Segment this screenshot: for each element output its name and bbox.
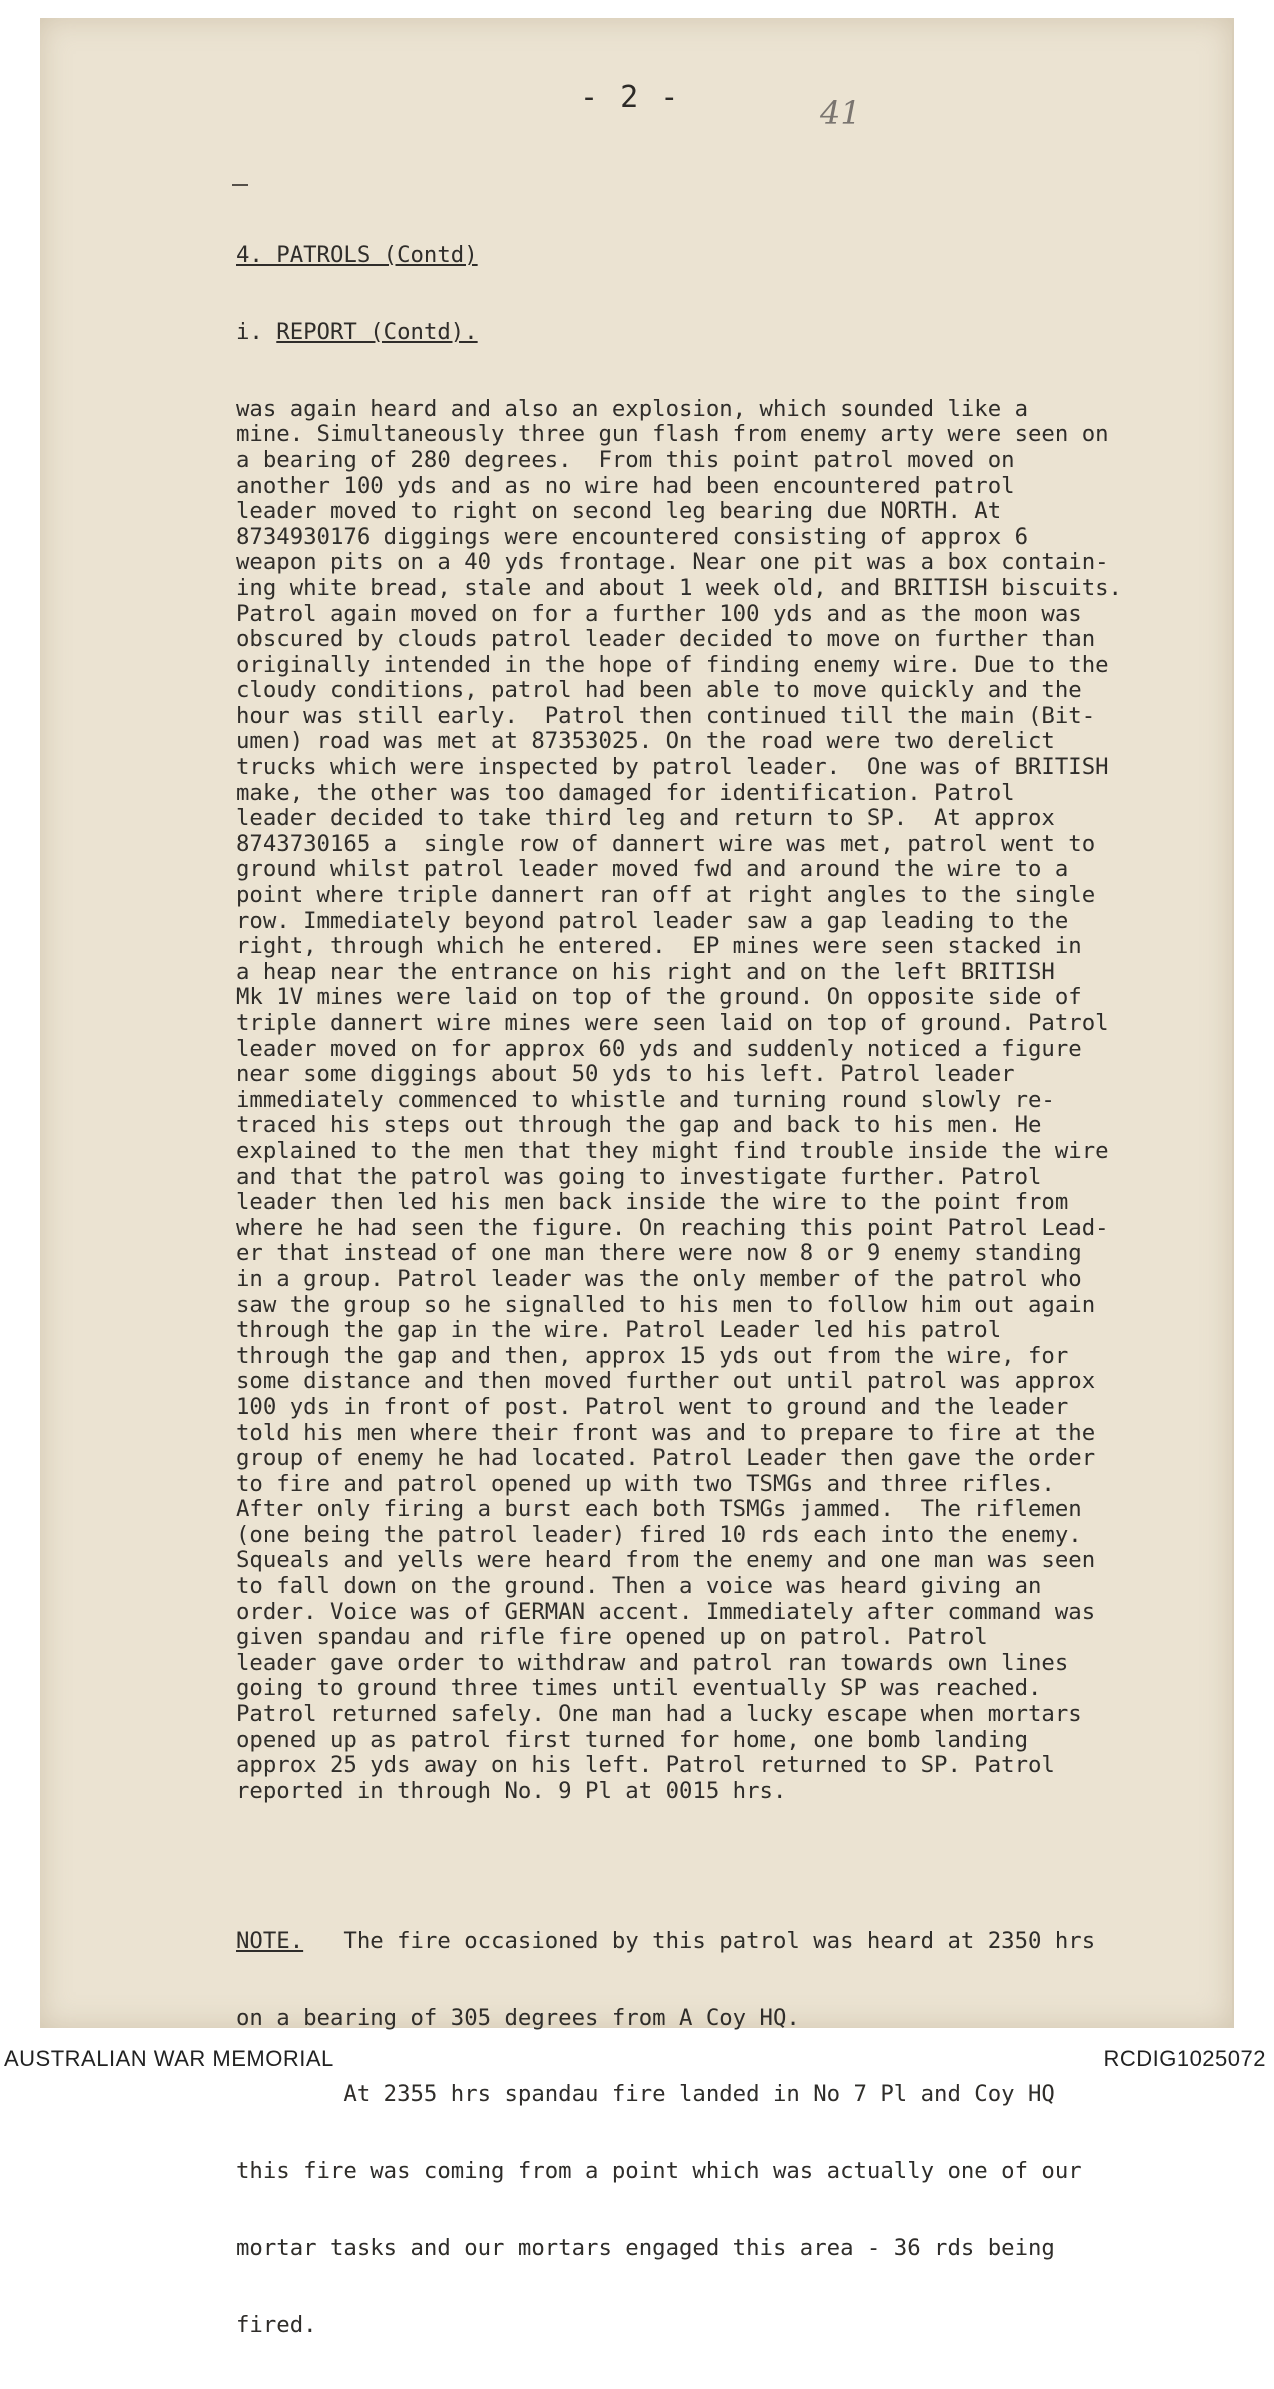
note-line: fired. [236, 2311, 317, 2338]
report-line: immediately commenced to whistle and turning round slowly re- [236, 1086, 1055, 1113]
report-line: leader moved to right on second leg bearing due NORTH. At [236, 498, 1002, 525]
report-line: another 100 yds and as no wire had been encountered patrol [236, 472, 1015, 499]
report-line: a bearing of 280 degrees. From this point patrol moved on [236, 446, 1015, 473]
report-line: leader decided to take third leg and return to SP. At approx [236, 805, 1055, 832]
report-line: some distance and then moved further out until patrol was approx [236, 1368, 1096, 1395]
report-line: Patrol again moved on for a further 100 yds and as the moon was [236, 600, 1082, 627]
report-line: leader gave order to withdraw and patrol ran towards own lines [236, 1649, 1069, 1676]
note-first-line: NOTE. The fire occasioned by this patrol was heard at 2350 hrs [236, 1927, 1096, 1954]
report-line: umen) road was met at 87353025. On the road were two derelict [236, 728, 1055, 755]
page-number: - 2 - [580, 80, 681, 115]
report-line: to fire and patrol opened up with two TSMGs and three rifles. [236, 1470, 1055, 1497]
report-line: obscured by clouds patrol leader decided to move on further than [236, 626, 1096, 653]
report-line: ground whilst patrol leader moved fwd and around the wire to a [236, 856, 1069, 883]
report-body [236, 397, 1256, 1805]
report-line: where he had seen the figure. On reaching this point Patrol Lead- [236, 1214, 1109, 1241]
report-line: point where triple dannert ran off at right angles to the single [236, 882, 1096, 909]
note-line: on a bearing of 305 degrees from A Coy HQ. [236, 2004, 800, 2031]
report-line: through the gap in the wire. Patrol Leader led his patrol [236, 1317, 1002, 1344]
report-line: leader moved on for approx 60 yds and suddenly noticed a figure [236, 1035, 1082, 1062]
footer-record-id: RCDIG1025072 [1103, 2046, 1266, 2071]
note-line: At 2355 hrs spandau fire landed in No 7 Pl and Coy HQ [236, 2081, 1055, 2108]
paragraph-gap [236, 1856, 1256, 1878]
report-line: near some diggings about 50 yds to his left. Patrol leader [236, 1061, 1015, 1088]
report-line: make, the other was too damaged for identification. Patrol [236, 779, 1015, 806]
folio-handwritten-mark: 41 [820, 94, 861, 132]
report-line: was again heard and also an explosion, which sounded like a [236, 395, 1029, 422]
report-line: cloudy conditions, patrol had been able to move quickly and the [236, 677, 1082, 704]
report-line: opened up as patrol first turned for home, one bomb landing [236, 1726, 1029, 1753]
report-line: 100 yds in front of post. Patrol went to ground and the leader [236, 1393, 1069, 1420]
note-line: mortar tasks and our mortars engaged this area - 36 rds being [236, 2234, 1055, 2261]
footer-institution: AUSTRALIAN WAR MEMORIAL [4, 2046, 334, 2071]
report-line: and that the patrol was going to investigate further. Patrol [236, 1163, 1042, 1190]
report-line: 8743730165 a single row of dannert wire was met, patrol went to [236, 830, 1096, 857]
report-line: (one being the patrol leader) fired 10 rds each into the enemy. [236, 1521, 1082, 1548]
report-line: originally intended in the hope of finding enemy wire. Due to the [236, 651, 1109, 678]
section-heading: 4. PATROLS (Contd) [236, 242, 478, 269]
report-line: saw the group so he signalled to his men to follow him out again [236, 1291, 1096, 1318]
report-line: row. Immediately beyond patrol leader saw a gap leading to the [236, 907, 1069, 934]
report-line: right, through which he entered. EP mines were seen stacked in [236, 933, 1082, 960]
subsection-heading: i. REPORT (Contd). [236, 318, 478, 345]
report-line: reported in through No. 9 Pl at 0015 hrs. [236, 1777, 787, 1804]
report-line: 8734930176 diggings were encountered consisting of approx 6 [236, 523, 1029, 550]
report-line: traced his steps out through the gap and back to his men. He [236, 1112, 1042, 1139]
report-line: going to ground three times until eventually SP was reached. [236, 1675, 1042, 1702]
report-line: Patrol returned safely. One man had a lucky escape when mortars [236, 1701, 1082, 1728]
report-line: Squeals and yells were heard from the enemy and one man was seen [236, 1547, 1096, 1574]
note-label: NOTE. [236, 1927, 304, 1954]
note-line: this fire was coming from a point which was actually one of our [236, 2158, 1082, 2185]
report-line: to fall down on the ground. Then a voice was heard giving an [236, 1573, 1042, 1600]
report-line: Mk 1V mines were laid on top of the ground. On opposite side of [236, 984, 1082, 1011]
report-line: through the gap and then, approx 15 yds out from the wire, for [236, 1342, 1069, 1369]
report-line: weapon pits on a 40 yds frontage. Near one pit was a box contain- [236, 549, 1109, 576]
report-line: explained to the men that they might find trouble inside the wire [236, 1137, 1109, 1164]
report-line: mine. Simultaneously three gun flash from enemy arty were seen on [236, 421, 1109, 448]
report-line: order. Voice was of GERMAN accent. Immediately after command was [236, 1598, 1096, 1625]
report-line: given spandau and rifle fire opened up on patrol. Patrol [236, 1624, 988, 1651]
report-line: approx 25 yds away on his left. Patrol returned to SP. Patrol [236, 1752, 1055, 1779]
report-line: group of enemy he had located. Patrol Leader then gave the order [236, 1445, 1096, 1472]
report-line: triple dannert wire mines were seen laid on top of ground. Patrol [236, 1010, 1109, 1036]
report-line: After only firing a burst each both TSMGs jammed. The riflemen [236, 1496, 1082, 1523]
margin-dash [232, 184, 248, 186]
report-line: in a group. Patrol leader was the only member of the patrol who [236, 1265, 1082, 1292]
report-line: leader then led his men back inside the wire to the point from [236, 1189, 1069, 1216]
report-line: a heap near the entrance on his right and on the left BRITISH [236, 958, 1055, 985]
report-line: hour was still early. Patrol then continued till the main (Bit- [236, 702, 1096, 729]
report-line: er that instead of one man there were now 8 or 9 enemy standing [236, 1240, 1082, 1267]
report-line: trucks which were inspected by patrol leader. One was of BRITISH [236, 754, 1109, 781]
report-line: told his men where their front was and to prepare to fire at the [236, 1419, 1096, 1446]
report-line: ing white bread, stale and about 1 week old, and BRITISH biscuits. [236, 574, 1122, 601]
